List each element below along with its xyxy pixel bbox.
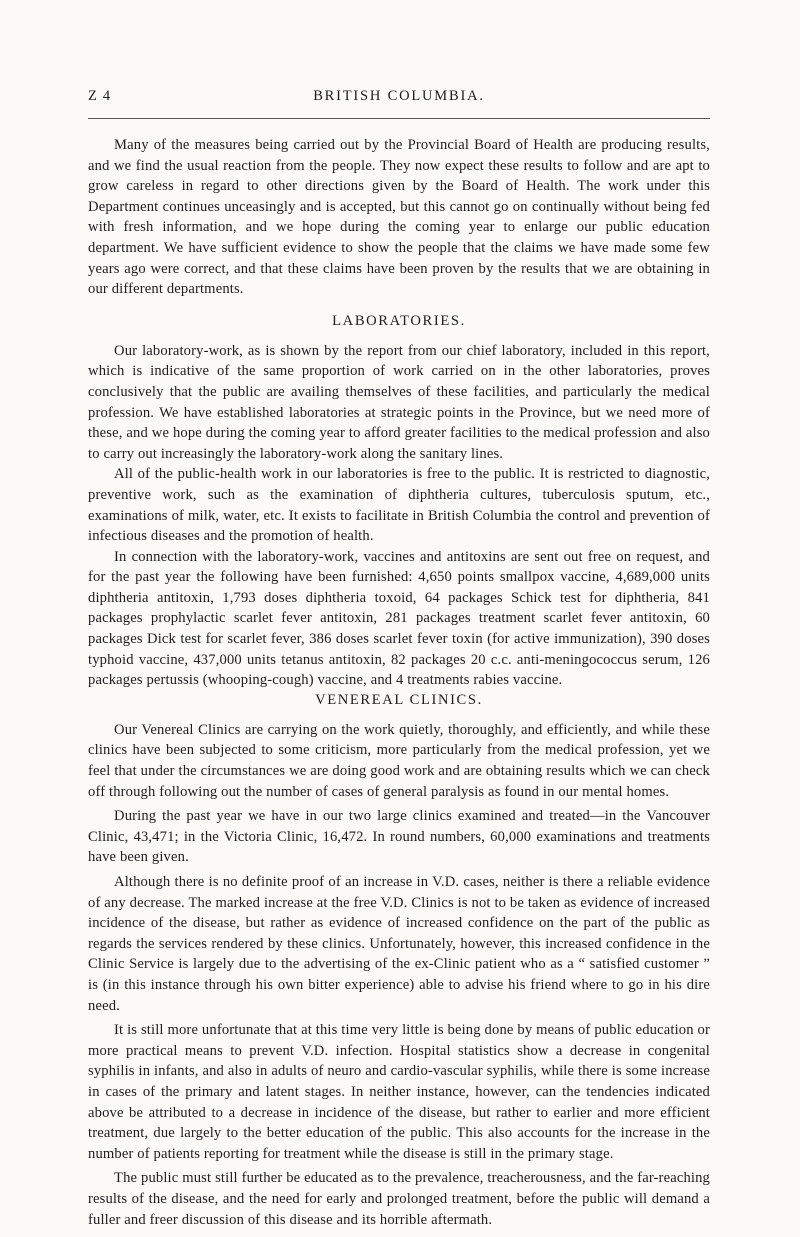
laboratories-paragraph-3: In connection with the laboratory-work, vaccines and antitoxins are sent out free on request, and for the past year the following have been furnished: 4,650 points smallpox vaccine, 4,689,000 units diphtheria antitoxin, 1,793 doses diphtheria toxoid, 64 packages Schick test for diphtheria, 841 packages prophylactic scarlet fever antitoxin, 281 packages treatment scarlet fever antitoxin, 60 packages Dick test for scarlet fever, 386 doses scarlet fever toxin (for active immunization), 390 doses typhoid vaccine, 437,000 units tetanus antitoxin, 82 packages 20 c.c. anti-meningococcus serum, 126 packages pertussis (whooping-cough) vaccine, and 4 treatments rabies vaccine. [88, 548, 710, 689]
laboratories-heading: LABORATORIES. [332, 312, 466, 329]
header-rule [88, 118, 710, 119]
venereal-paragraph-1: Our Venereal Clinics are carrying on the work quietly, thoroughly, and efficiently, and while these clinics have been subjected to some criticism, more particularly from the medical profession, yet we feel that under the circumstances we are doing good work and are obtaining results which we can check off through following out the number of cases of general paralysis as found in our mental homes. [88, 721, 710, 800]
laboratories-paragraph-1: Our laboratory-work, as is shown by the report from our chief laboratory, included in this report, which is indicative of the same proportion of work carried on in the other laboratories, proves conclusively that the public are availing themselves of these facilities, and particularly the medical profession. We have established laboratories at strategic points in the Province, but we need more of these, and we hope during the coming year to afford greater facilities to the medical profession and also to carry out increasingly the laboratory-work along the sanitary lines. [88, 342, 710, 462]
intro-paragraph: Many of the measures being carried out by the Provincial Board of Health are producing results, and we find the usual reaction from the people. They now expect these results to follow and are apt to grow careless in regard to other directions given by the Board of Health. The work under this Department continues unceasingly and is accepted, but this cannot go on continually without being fed with fresh information, and we hope during the coming year to enlarge our public education department. We have sufficient evidence to show the people that the claims we have made some few years ago were correct, and that these claims have been proven by the results that we are obtaining in our different departments. [88, 137, 710, 298]
running-title: BRITISH COLUMBIA. [313, 88, 485, 104]
venereal-paragraph-5: The public must still further be educated as to the prevalence, treacherousness, and the far-reaching results of the disease, and the need for early and prolonged treatment, before the public will demand a fuller and freer discussion of this disease and its horrible aftermath. [88, 1170, 710, 1228]
venereal-paragraph-4: It is still more unfortunate that at this time very little is being done by means of public education or more practical means to prevent V.D. infection. Hospital statistics show a decrease in congenital syphilis in infants, and also in adults of neuro and cardio-vascular syphilis, while there is some increase in cases of the primary and latent stages. In neither instance, however, can the tendencies indicated above be attributed to a decrease in incidence of the disease, but rather to earlier and more efficient treatment, due largely to the better education of the public. This also accounts for the increase in the number of patients reporting for treatment while the disease is still in the primary stage. [88, 1022, 710, 1162]
running-head [88, 88, 710, 110]
venereal-paragraph-2: During the past year we have in our two large clinics examined and treated—in the Vancouver Clinic, 43,471; in the Victoria Clinic, 16,472. In round numbers, 60,000 examinations and treatments have been given. [88, 808, 710, 866]
body-text [88, 135, 710, 1230]
laboratories-paragraph-2: All of the public-health work in our laboratories is free to the public. It is restricted to diagnostic, preventive work, such as the examination of diphtheria cultures, tuberculosis sputum, etc., examinations of milk, water, etc. It exists to facilitate in British Columbia the control and prevention of infectious diseases and the promotion of health. [88, 466, 710, 545]
venereal-clinics-heading: VENEREAL CLINICS. [315, 691, 483, 708]
page-folio: Z 4 [88, 88, 112, 104]
venereal-paragraph-3: Although there is no definite proof of an increase in V.D. cases, neither is there a reliable evidence of any decrease. The marked increase at the free V.D. Clinics is not to be taken as evidence of increased incidence of the disease, but rather as evidence of increased confidence on the part of the public as regards the services rendered by these clinics. Unfortunately, however, this increased confidence in the Clinic Service is largely due to the advertising of the ex-Clinic patient who as a “ satisfied customer ” is (in this instance through his own bitter experience) able to advise his friend where to go in his dire need. [88, 874, 710, 1014]
